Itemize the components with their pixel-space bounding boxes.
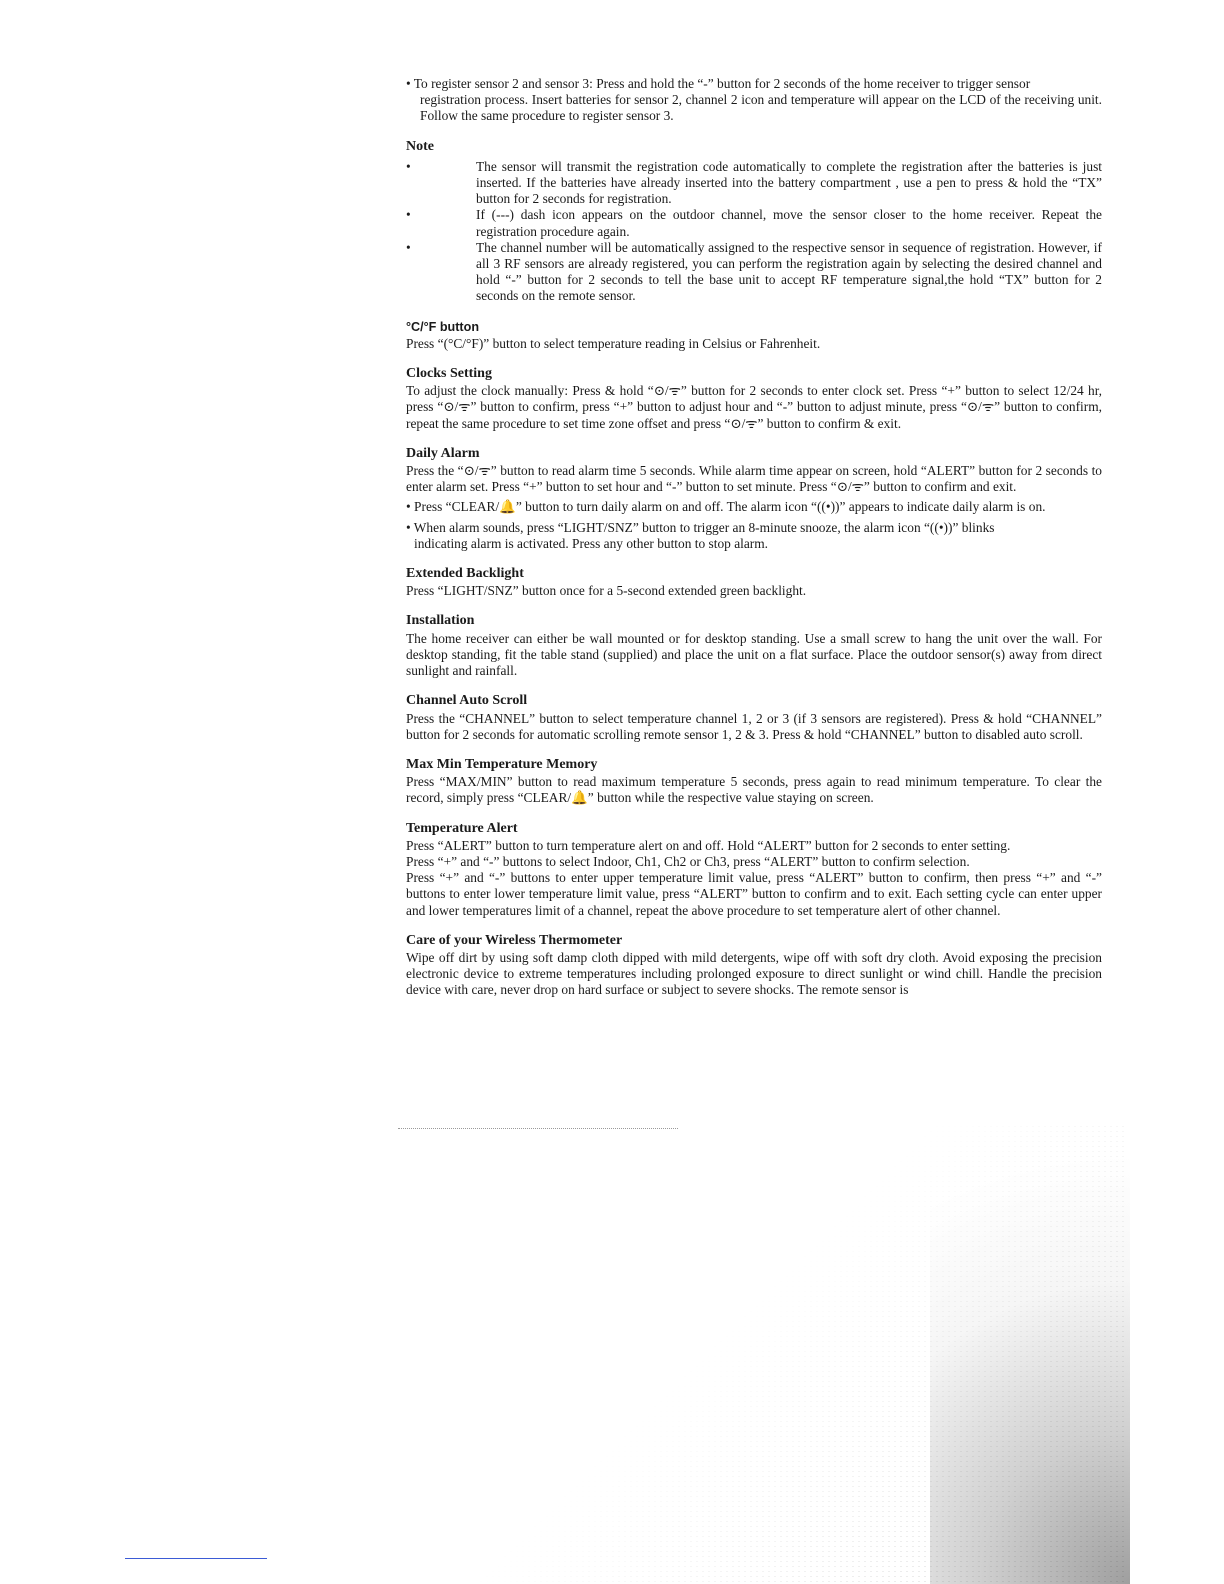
- max-min-heading: Max Min Temperature Memory: [406, 756, 598, 772]
- note-item-text: The channel number will be automatically assigned to the respective sensor in sequence of registration. However, if all 3 RF sensors are already registered, you can perform the registration again by selecting the desired channel and hold “-” button for 2 seconds to tell the base unit to accept RF temperature signal,the hold “TX” button for 2 seconds on the remote sensor.: [476, 239, 1102, 304]
- backlight-heading: Extended Backlight: [406, 566, 524, 582]
- note-item-text: The sensor will transmit the registration code automatically to complete the registration after the batteries is just inserted. If the batteries have already inserted into the battery compartment , use a pen to press & hold the “TX” button for 2 seconds for registration.: [476, 158, 1102, 207]
- note-item: [406, 240, 1102, 305]
- bullet-icon: •: [406, 207, 411, 223]
- care-section: [406, 933, 1102, 999]
- cf-heading: °C/°F button: [406, 319, 480, 334]
- backlight-section: [406, 566, 1102, 599]
- clock-section: [406, 366, 1102, 432]
- note-item: [406, 159, 1102, 208]
- installation-heading: Installation: [406, 613, 475, 629]
- alarm-text: Press the “⊙/ᯤ” button to read alarm time 5 seconds. While alarm time appear on screen, hold “ALERT” button for 2 seconds to enter alarm set. Press “+” button to set hour and “-” button to set minute. Press “⊙/ᯤ” button to confirm and exit.: [406, 463, 1102, 495]
- note-heading: Note: [406, 138, 434, 154]
- auto-scroll-heading: Channel Auto Scroll: [406, 693, 528, 709]
- temperature-alert-heading: Temperature Alert: [406, 820, 518, 836]
- footer-rule: [125, 1558, 267, 1559]
- care-text: Wipe off dirt by using soft damp cloth dipped with mild detergents, wipe off with soft dry cloth. Avoid exposing the precision electronic device to extreme temperatures including prolonged exposure to direct sunlight or wind chill. Handle the precision device with care, never drop on hard surface or subject to severe shocks. The remote sensor is: [406, 949, 1102, 998]
- note-section: [406, 139, 1102, 305]
- intro-section: [406, 76, 1102, 125]
- temperature-alert-line-1: Press “ALERT” button to turn temperature alert on and off. Hold “ALERT” button for 2 seconds to enter setting.: [406, 837, 1011, 853]
- care-heading: Care of your Wireless Thermometer: [406, 932, 623, 948]
- note-list: [406, 159, 1102, 305]
- temperature-alert-line-2: Press “+” and “-” buttons to select Indoor, Ch1, Ch2 or Ch3, press “ALERT” button to confirm selection.: [406, 853, 970, 869]
- alarm-bullet-1: • Press “CLEAR/🔔” button to turn daily alarm on and off. The alarm icon “((•))” appears to indicate daily alarm is on.: [406, 499, 1046, 515]
- intro-line-2: registration process. Insert batteries for sensor 2, channel 2 icon and temperature will appear on the LCD of the receiving unit. Follow the same procedure to register sensor 3.: [420, 92, 1102, 124]
- backlight-text: Press “LIGHT/SNZ” button once for a 5-second extended green backlight.: [406, 583, 807, 599]
- note-item-text: If (---) dash icon appears on the outdoor channel, move the sensor closer to the home receiver. Repeat the registration procedure again.: [476, 207, 1102, 239]
- alarm-heading: Daily Alarm: [406, 445, 480, 461]
- bullet-icon: •: [406, 158, 411, 174]
- auto-scroll-text: Press the “CHANNEL” button to select temperature channel 1, 2 or 3 (if 3 sensors are registered). Press & hold “CHANNEL” button for 2 seconds for automatic scrolling remote sensor 1, 2 & 3. Press & hold “CHANNEL” button to disabled auto scroll.: [406, 710, 1102, 742]
- auto-scroll-section: [406, 693, 1102, 743]
- max-min-section: [406, 757, 1102, 807]
- max-min-text: Press “MAX/MIN” button to read maximum temperature 5 seconds, press again to read minimum temperature. To clear the record, simply press “CLEAR/🔔” button while the respective value staying on screen.: [406, 774, 1102, 806]
- bullet-icon: •: [406, 239, 411, 255]
- alarm-bullet-2-line-1: • When alarm sounds, press “LIGHT/SNZ” button to trigger an 8-minute snooze, the alarm icon “((•))” blinks: [406, 519, 995, 535]
- clock-heading: Clocks Setting: [406, 366, 492, 382]
- clock-text: To adjust the clock manually: Press & hold “⊙/ᯤ” button for 2 seconds to enter clock set. Press “+” button to select 12/24 hr, press “⊙/ᯤ” button to confirm, press “+” button to adjust hour and “-” button to adjust minute, press “⊙/ᯤ” button to confirm, repeat the same procedure to set time zone offset and press “⊙/ᯤ” button to confirm & exit.: [406, 383, 1102, 431]
- note-item: [406, 207, 1102, 239]
- alarm-bullet-2: [406, 520, 1102, 552]
- installation-section: [406, 613, 1102, 679]
- cf-text: Press “(°C/°F)” button to select temperature reading in Celsius or Fahrenheit.: [406, 335, 821, 351]
- alarm-section: [406, 446, 1102, 552]
- alarm-bullet-2-line-2: indicating alarm is activated. Press any other button to stop alarm.: [414, 535, 769, 551]
- intro-line-1: • To register sensor 2 and sensor 3: Press and hold the “-” button for 2 seconds of the home receiver to trigger sensor: [406, 76, 1031, 91]
- scan-shadow: [930, 1120, 1130, 1584]
- cf-section: [406, 319, 1102, 352]
- manual-page: [406, 76, 1102, 999]
- installation-text: The home receiver can either be wall mounted or for desktop standing. Use a small screw to hang the unit over the wall. For desktop standing, fit the table stand (supplied) and place the unit on a flat surface. Place the outdoor sensor(s) away from direct sunlight and rainfall.: [406, 630, 1102, 679]
- temperature-alert-section: [406, 821, 1102, 919]
- temperature-alert-line-3: Press “+” and “-” buttons to enter upper temperature limit value, press “ALERT” button to confirm, then press “+” and “-” buttons to enter lower temperature limit value, press “ALERT” button to confirm and to exit. Each setting cycle can enter upper and lower temperatures limit of a channel, repeat the above procedure to set temperature alert of other channel.: [406, 870, 1102, 918]
